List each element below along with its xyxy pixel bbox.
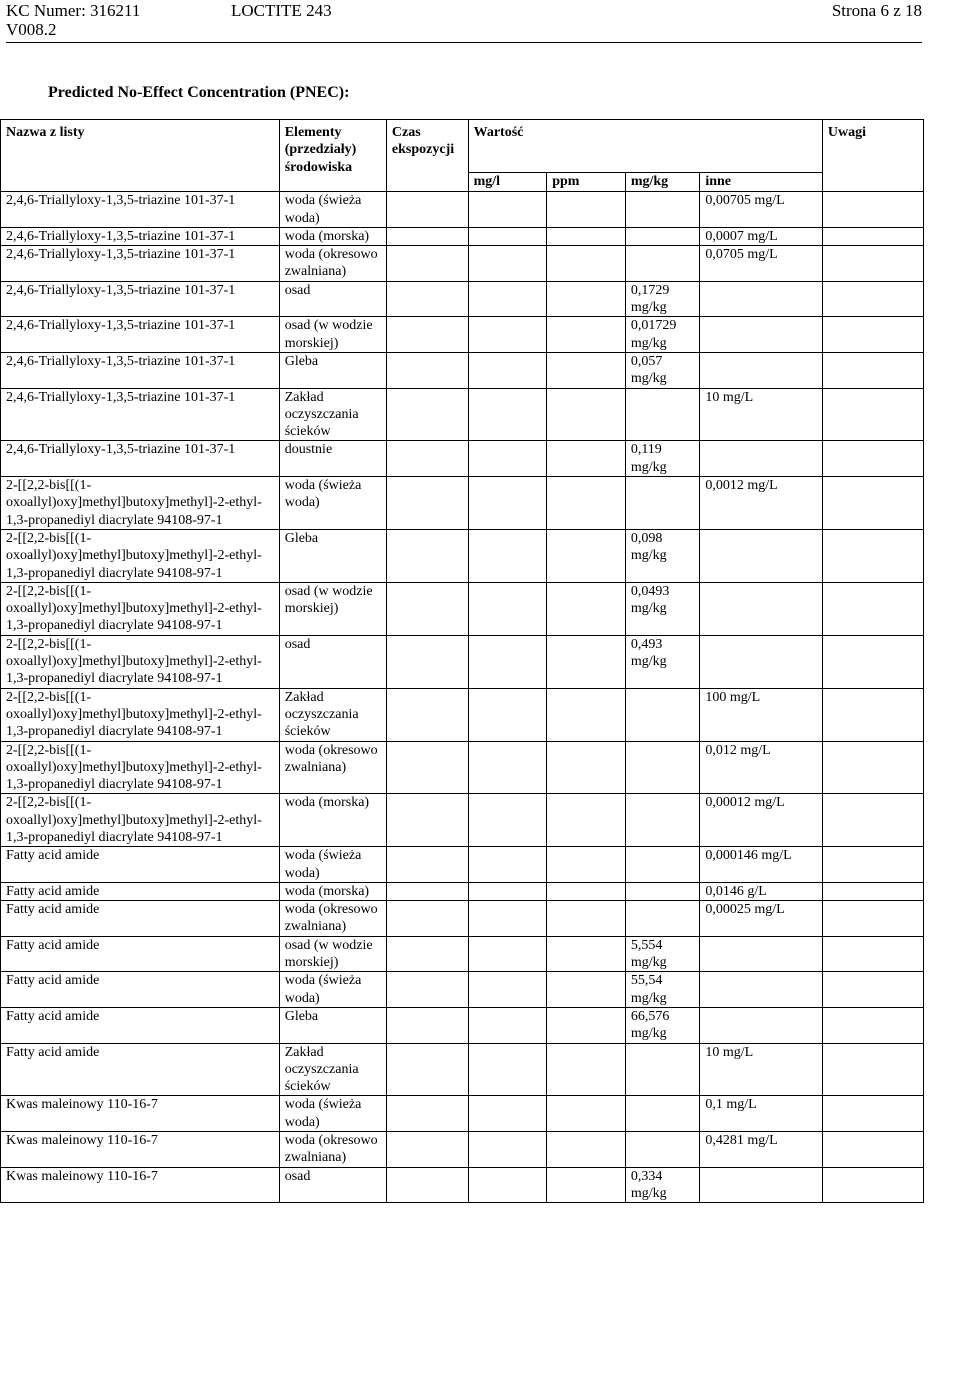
cell-inne: 10 mg/L [700,1043,823,1096]
cell-uwagi [822,227,923,245]
cell-mgl [468,227,547,245]
cell-time [386,246,468,282]
cell-uwagi [822,317,923,353]
cell-uwagi [822,281,923,317]
cell-ppm [547,882,626,900]
cell-mgl [468,901,547,937]
cell-env: Gleba [279,1007,386,1043]
cell-env: woda (okresowo zwalniana) [279,741,386,794]
cell-uwagi [822,1007,923,1043]
cell-ppm [547,317,626,353]
cell-name: Kwas maleinowy 110-16-7 [1,1132,280,1168]
cell-mgkg: 5,554 mg/kg [625,936,700,972]
cell-name: 2-[[2,2-bis[[(1-oxoallyl)oxy]methyl]butoxy]methyl]-2-ethyl-1,3-propanediyl diacrylate 94108-97-1 [1,688,280,741]
cell-mgl [468,1167,547,1203]
cell-uwagi [822,635,923,688]
cell-ppm [547,352,626,388]
cell-inne [700,317,823,353]
cell-mgl [468,582,547,635]
cell-ppm [547,192,626,228]
cell-env: woda (okresowo zwalniana) [279,1132,386,1168]
cell-uwagi [822,882,923,900]
cell-mgl [468,477,547,530]
cell-mgl [468,352,547,388]
cell-env: osad [279,281,386,317]
cell-ppm [547,1132,626,1168]
cell-ppm [547,1096,626,1132]
cell-inne [700,635,823,688]
cell-env: Gleba [279,352,386,388]
cell-name: 2,4,6-Triallyloxy-1,3,5-triazine 101-37-1 [1,227,280,245]
cell-mgl [468,741,547,794]
cell-time [386,882,468,900]
cell-uwagi [822,1132,923,1168]
cell-ppm [547,794,626,847]
cell-inne: 0,00705 mg/L [700,192,823,228]
cell-uwagi [822,192,923,228]
table-row [1,1132,924,1168]
cell-name: 2,4,6-Triallyloxy-1,3,5-triazine 101-37-1 [1,317,280,353]
cell-mgkg [625,794,700,847]
cell-env: osad [279,635,386,688]
cell-inne: 0,0705 mg/L [700,246,823,282]
cell-uwagi [822,441,923,477]
cell-mgl [468,192,547,228]
cell-inne [700,936,823,972]
cell-name: 2-[[2,2-bis[[(1-oxoallyl)oxy]methyl]butoxy]methyl]-2-ethyl-1,3-propanediyl diacrylate 94108-97-1 [1,741,280,794]
table-row [1,1007,924,1043]
cell-name: Kwas maleinowy 110-16-7 [1,1167,280,1203]
cell-mgkg [625,246,700,282]
cell-mgkg: 0,01729 mg/kg [625,317,700,353]
cell-mgl [468,1007,547,1043]
product-name: LOCTITE 243 [231,1,332,20]
cell-ppm [547,281,626,317]
version: V008.2 [6,20,57,39]
cell-env: Zakład oczyszczania ścieków [279,688,386,741]
cell-uwagi [822,1096,923,1132]
cell-mgl [468,246,547,282]
cell-time [386,972,468,1008]
cell-mgl [468,441,547,477]
cell-mgkg [625,741,700,794]
cell-uwagi [822,477,923,530]
cell-uwagi [822,741,923,794]
cell-ppm [547,635,626,688]
cell-mgkg [625,1043,700,1096]
cell-time [386,741,468,794]
cell-ppm [547,227,626,245]
table-row [1,688,924,741]
cell-inne: 0,012 mg/L [700,741,823,794]
cell-mgkg: 55,54 mg/kg [625,972,700,1008]
cell-ppm [547,441,626,477]
cell-name: 2-[[2,2-bis[[(1-oxoallyl)oxy]methyl]butoxy]methyl]-2-ethyl-1,3-propanediyl diacrylate 94108-97-1 [1,477,280,530]
cell-mgl [468,529,547,582]
table-row [1,582,924,635]
cell-inne: 0,0146 g/L [700,882,823,900]
cell-time [386,388,468,441]
cell-inne: 0,00012 mg/L [700,794,823,847]
cell-mgkg [625,847,700,883]
cell-time [386,1096,468,1132]
cell-inne [700,1007,823,1043]
cell-mgl [468,1043,547,1096]
section-title: Predicted No-Effect Concentration (PNEC): [48,84,350,101]
cell-mgkg [625,227,700,245]
cell-mgl [468,1096,547,1132]
cell-ppm [547,936,626,972]
cell-ppm [547,582,626,635]
cell-name: 2-[[2,2-bis[[(1-oxoallyl)oxy]methyl]butoxy]methyl]-2-ethyl-1,3-propanediyl diacrylate 94108-97-1 [1,635,280,688]
cell-inne: 10 mg/L [700,388,823,441]
table-row [1,882,924,900]
cell-time [386,847,468,883]
table-row [1,635,924,688]
cell-ppm [547,741,626,794]
table-row [1,794,924,847]
table-row [1,317,924,353]
cell-time [386,477,468,530]
cell-name: 2,4,6-Triallyloxy-1,3,5-triazine 101-37-1 [1,352,280,388]
cell-time [386,688,468,741]
cell-ppm [547,688,626,741]
table-row [1,227,924,245]
unit-mgl: mg/l [468,173,547,192]
cell-env: woda (morska) [279,882,386,900]
cell-env: osad (w wodzie morskiej) [279,582,386,635]
cell-uwagi [822,794,923,847]
kc-number: KC Numer: 316211 [6,1,141,20]
cell-time [386,1132,468,1168]
cell-mgkg [625,477,700,530]
cell-mgl [468,794,547,847]
cell-name: Fatty acid amide [1,901,280,937]
cell-inne [700,972,823,1008]
cell-name: Kwas maleinowy 110-16-7 [1,1096,280,1132]
col-header-value: Wartość [468,120,822,173]
cell-env: Zakład oczyszczania ścieków [279,1043,386,1096]
table-row [1,441,924,477]
cell-time [386,529,468,582]
cell-inne: 0,0012 mg/L [700,477,823,530]
cell-uwagi [822,582,923,635]
table-row [1,281,924,317]
cell-env: Gleba [279,529,386,582]
cell-mgkg: 0,119 mg/kg [625,441,700,477]
cell-time [386,227,468,245]
cell-env: woda (świeża woda) [279,477,386,530]
cell-mgkg [625,882,700,900]
cell-name: Fatty acid amide [1,1007,280,1043]
cell-mgl [468,847,547,883]
cell-mgl [468,688,547,741]
cell-uwagi [822,1043,923,1096]
cell-mgl [468,317,547,353]
cell-mgl [468,281,547,317]
cell-env: Zakład oczyszczania ścieków [279,388,386,441]
cell-time [386,317,468,353]
cell-name: 2,4,6-Triallyloxy-1,3,5-triazine 101-37-1 [1,281,280,317]
cell-inne: 100 mg/L [700,688,823,741]
cell-uwagi [822,847,923,883]
cell-inne: 0,4281 mg/L [700,1132,823,1168]
cell-mgl [468,1132,547,1168]
cell-mgkg [625,388,700,441]
cell-uwagi [822,246,923,282]
cell-ppm [547,246,626,282]
table-row [1,192,924,228]
cell-name: Fatty acid amide [1,882,280,900]
cell-time [386,635,468,688]
cell-mgkg [625,901,700,937]
cell-env: woda (świeża woda) [279,192,386,228]
cell-inne [700,281,823,317]
cell-mgl [468,388,547,441]
cell-env: woda (morska) [279,794,386,847]
cell-uwagi [822,388,923,441]
table-row [1,936,924,972]
cell-name: 2-[[2,2-bis[[(1-oxoallyl)oxy]methyl]butoxy]methyl]-2-ethyl-1,3-propanediyl diacrylate 94108-97-1 [1,529,280,582]
table-row [1,388,924,441]
cell-inne [700,441,823,477]
col-header-time: Czas ekspozycji [386,120,468,192]
cell-inne [700,582,823,635]
cell-inne [700,352,823,388]
cell-uwagi [822,972,923,1008]
table-row [1,1043,924,1096]
cell-time [386,192,468,228]
cell-time [386,936,468,972]
cell-ppm [547,1043,626,1096]
cell-uwagi [822,936,923,972]
cell-inne: 0,1 mg/L [700,1096,823,1132]
cell-mgkg: 0,098 mg/kg [625,529,700,582]
cell-ppm [547,972,626,1008]
cell-mgkg: 0,493 mg/kg [625,635,700,688]
cell-uwagi [822,688,923,741]
cell-ppm [547,847,626,883]
cell-name: 2,4,6-Triallyloxy-1,3,5-triazine 101-37-1 [1,192,280,228]
cell-ppm [547,529,626,582]
cell-ppm [547,1007,626,1043]
cell-name: Fatty acid amide [1,1043,280,1096]
cell-env: woda (świeża woda) [279,1096,386,1132]
cell-env: woda (świeża woda) [279,972,386,1008]
table-row [1,529,924,582]
cell-env: woda (okresowo zwalniana) [279,246,386,282]
cell-mgkg [625,688,700,741]
cell-inne: 0,00025 mg/L [700,901,823,937]
cell-time [386,1007,468,1043]
cell-time [386,352,468,388]
cell-mgkg [625,192,700,228]
table-row [1,972,924,1008]
cell-time [386,441,468,477]
cell-uwagi [822,1167,923,1203]
cell-name: Fatty acid amide [1,847,280,883]
cell-name: 2-[[2,2-bis[[(1-oxoallyl)oxy]methyl]butoxy]methyl]-2-ethyl-1,3-propanediyl diacrylate 94108-97-1 [1,582,280,635]
cell-name: 2,4,6-Triallyloxy-1,3,5-triazine 101-37-1 [1,246,280,282]
cell-mgkg: 0,1729 mg/kg [625,281,700,317]
cell-env: woda (okresowo zwalniana) [279,901,386,937]
cell-env: osad [279,1167,386,1203]
page-number: Strona 6 z 18 [831,1,922,20]
cell-mgl [468,635,547,688]
table-row [1,477,924,530]
cell-time [386,281,468,317]
cell-ppm [547,901,626,937]
table-row [1,1167,924,1203]
table-row [1,1096,924,1132]
cell-time [386,794,468,847]
table-row [1,352,924,388]
cell-inne: 0,0007 mg/L [700,227,823,245]
cell-inne [700,1167,823,1203]
cell-mgkg: 66,576 mg/kg [625,1007,700,1043]
cell-time [386,901,468,937]
cell-time [386,1043,468,1096]
cell-name: 2,4,6-Triallyloxy-1,3,5-triazine 101-37-1 [1,441,280,477]
cell-inne [700,529,823,582]
cell-env: woda (morska) [279,227,386,245]
cell-mgkg: 0,0493 mg/kg [625,582,700,635]
cell-ppm [547,1167,626,1203]
pnec-table [0,119,924,1203]
table-row [1,901,924,937]
cell-mgkg: 0,334 mg/kg [625,1167,700,1203]
cell-ppm [547,477,626,530]
cell-uwagi [822,529,923,582]
cell-time [386,582,468,635]
cell-env: doustnie [279,441,386,477]
col-header-env: Elementy (przedziały) środowiska [279,120,386,192]
cell-env: woda (świeża woda) [279,847,386,883]
cell-env: osad (w wodzie morskiej) [279,936,386,972]
cell-mgl [468,936,547,972]
unit-inne: inne [700,173,823,192]
cell-uwagi [822,352,923,388]
cell-mgkg [625,1096,700,1132]
cell-env: osad (w wodzie morskiej) [279,317,386,353]
pnec-table-body [1,192,924,1203]
cell-name: 2-[[2,2-bis[[(1-oxoallyl)oxy]methyl]butoxy]methyl]-2-ethyl-1,3-propanediyl diacrylate 94108-97-1 [1,794,280,847]
table-row [1,246,924,282]
cell-mgkg [625,1132,700,1168]
cell-name: Fatty acid amide [1,972,280,1008]
table-row [1,741,924,794]
cell-name: Fatty acid amide [1,936,280,972]
cell-mgl [468,882,547,900]
col-header-name: Nazwa z listy [1,120,280,192]
cell-mgl [468,972,547,1008]
table-row [1,847,924,883]
cell-ppm [547,388,626,441]
cell-mgkg: 0,057 mg/kg [625,352,700,388]
unit-mgkg: mg/kg [625,173,700,192]
cell-name: 2,4,6-Triallyloxy-1,3,5-triazine 101-37-1 [1,388,280,441]
unit-ppm: ppm [547,173,626,192]
cell-uwagi [822,901,923,937]
cell-time [386,1167,468,1203]
col-header-remarks: Uwagi [822,120,923,192]
cell-inne: 0,000146 mg/L [700,847,823,883]
page-header [6,0,922,43]
